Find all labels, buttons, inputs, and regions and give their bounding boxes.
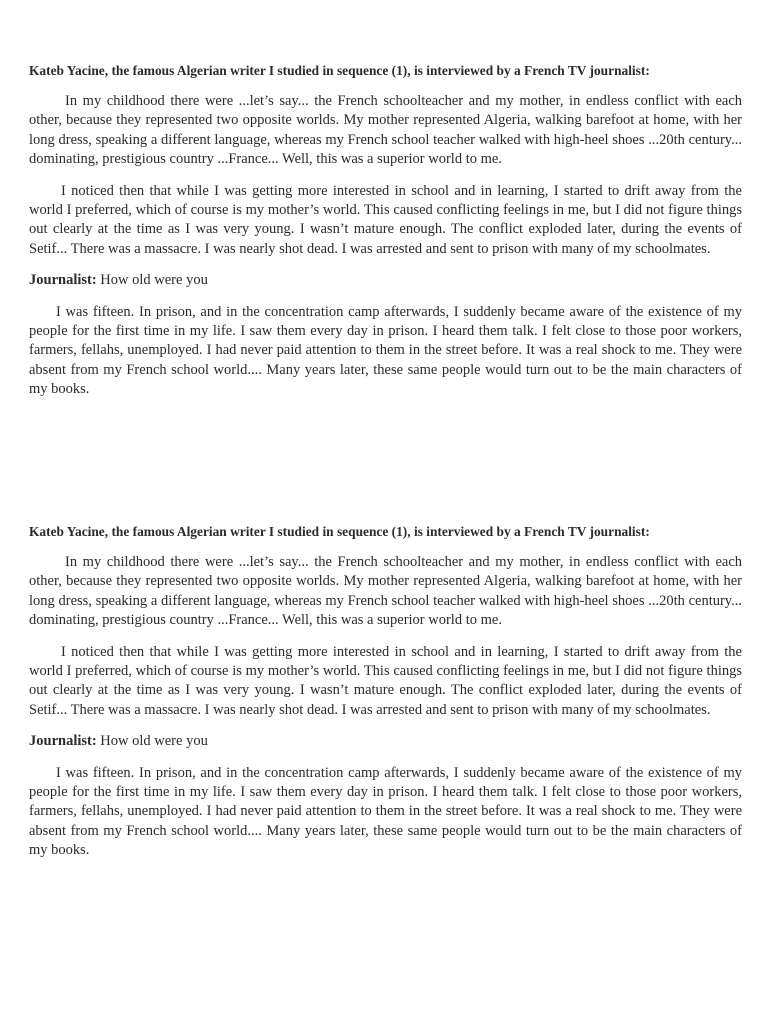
- section-heading: Kateb Yacine, the famous Algerian writer I studied in sequence (1), is interviewed by a French TV journalist:: [29, 63, 650, 78]
- journalist-question-text: How old were you: [100, 733, 208, 750]
- journalist-label: Journalist:: [29, 272, 97, 289]
- interview-section-1: [29, 62, 742, 412]
- answer-paragraph-conflict: I noticed then that while I was getting more interested in school and in learning, I started to drift away from the world I preferred, which of course is my mother’s world. This caused conflicting feelings in me, but I did not figure things out clearly at the time as I was very young. I wasn’t mature enough. The conflict exploded later, during the events of Setif... There was a massacre. I was nearly shot dead. I was arrested and sent to prison with many of my schoolmates.: [29, 643, 742, 718]
- journalist-label: Journalist:: [29, 733, 97, 750]
- answer-paragraph-prison: I was fifteen. In prison, and in the concentration camp afterwards, I suddenly became aware of the existence of my people for the first time in my life. I saw them every day in prison. I heard them talk. I felt close to those poor workers, farmers, fellahs, unemployed. I had never paid attention to them in the street before. It was a real shock to me. They were absent from my French school world.... Many years later, these same people would turn out to be the main characters of my books.: [29, 303, 742, 398]
- journalist-question-text: How old were you: [100, 272, 208, 289]
- journalist-question: [29, 732, 742, 751]
- answer-paragraph-childhood: In my childhood there were ...let’s say... the French schoolteacher and my mother, in endless conflict with each other, because they represented two opposite worlds. My mother represented Algeria, walking barefoot at home, with her long dress, speaking a different language, whereas my French school teacher walked with high-heel shoes ...20th century... dominating, prestigious country ...France... Well, this was a superior world to me.: [29, 93, 742, 168]
- answer-paragraph-childhood: In my childhood there were ...let’s say... the French schoolteacher and my mother, in endless conflict with each other, because they represented two opposite worlds. My mother represented Algeria, walking barefoot at home, with her long dress, speaking a different language, whereas my French school teacher walked with high-heel shoes ...20th century... dominating, prestigious country ...France... Well, this was a superior world to me.: [29, 554, 742, 629]
- interview-section-2: [29, 523, 742, 873]
- answer-paragraph-conflict: I noticed then that while I was getting more interested in school and in learning, I started to drift away from the world I preferred, which of course is my mother’s world. This caused conflicting feelings in me, but I did not figure things out clearly at the time as I was very young. I wasn’t mature enough. The conflict exploded later, during the events of Setif... There was a massacre. I was nearly shot dead. I was arrested and sent to prison with many of my schoolmates.: [29, 182, 742, 257]
- section-heading: Kateb Yacine, the famous Algerian writer I studied in sequence (1), is interviewed by a French TV journalist:: [29, 524, 650, 539]
- answer-paragraph-prison: I was fifteen. In prison, and in the concentration camp afterwards, I suddenly became aware of the existence of my people for the first time in my life. I saw them every day in prison. I heard them talk. I felt close to those poor workers, farmers, fellahs, unemployed. I had never paid attention to them in the street before. It was a real shock to me. They were absent from my French school world.... Many years later, these same people would turn out to be the main characters of my books.: [29, 764, 742, 859]
- journalist-question: [29, 271, 742, 290]
